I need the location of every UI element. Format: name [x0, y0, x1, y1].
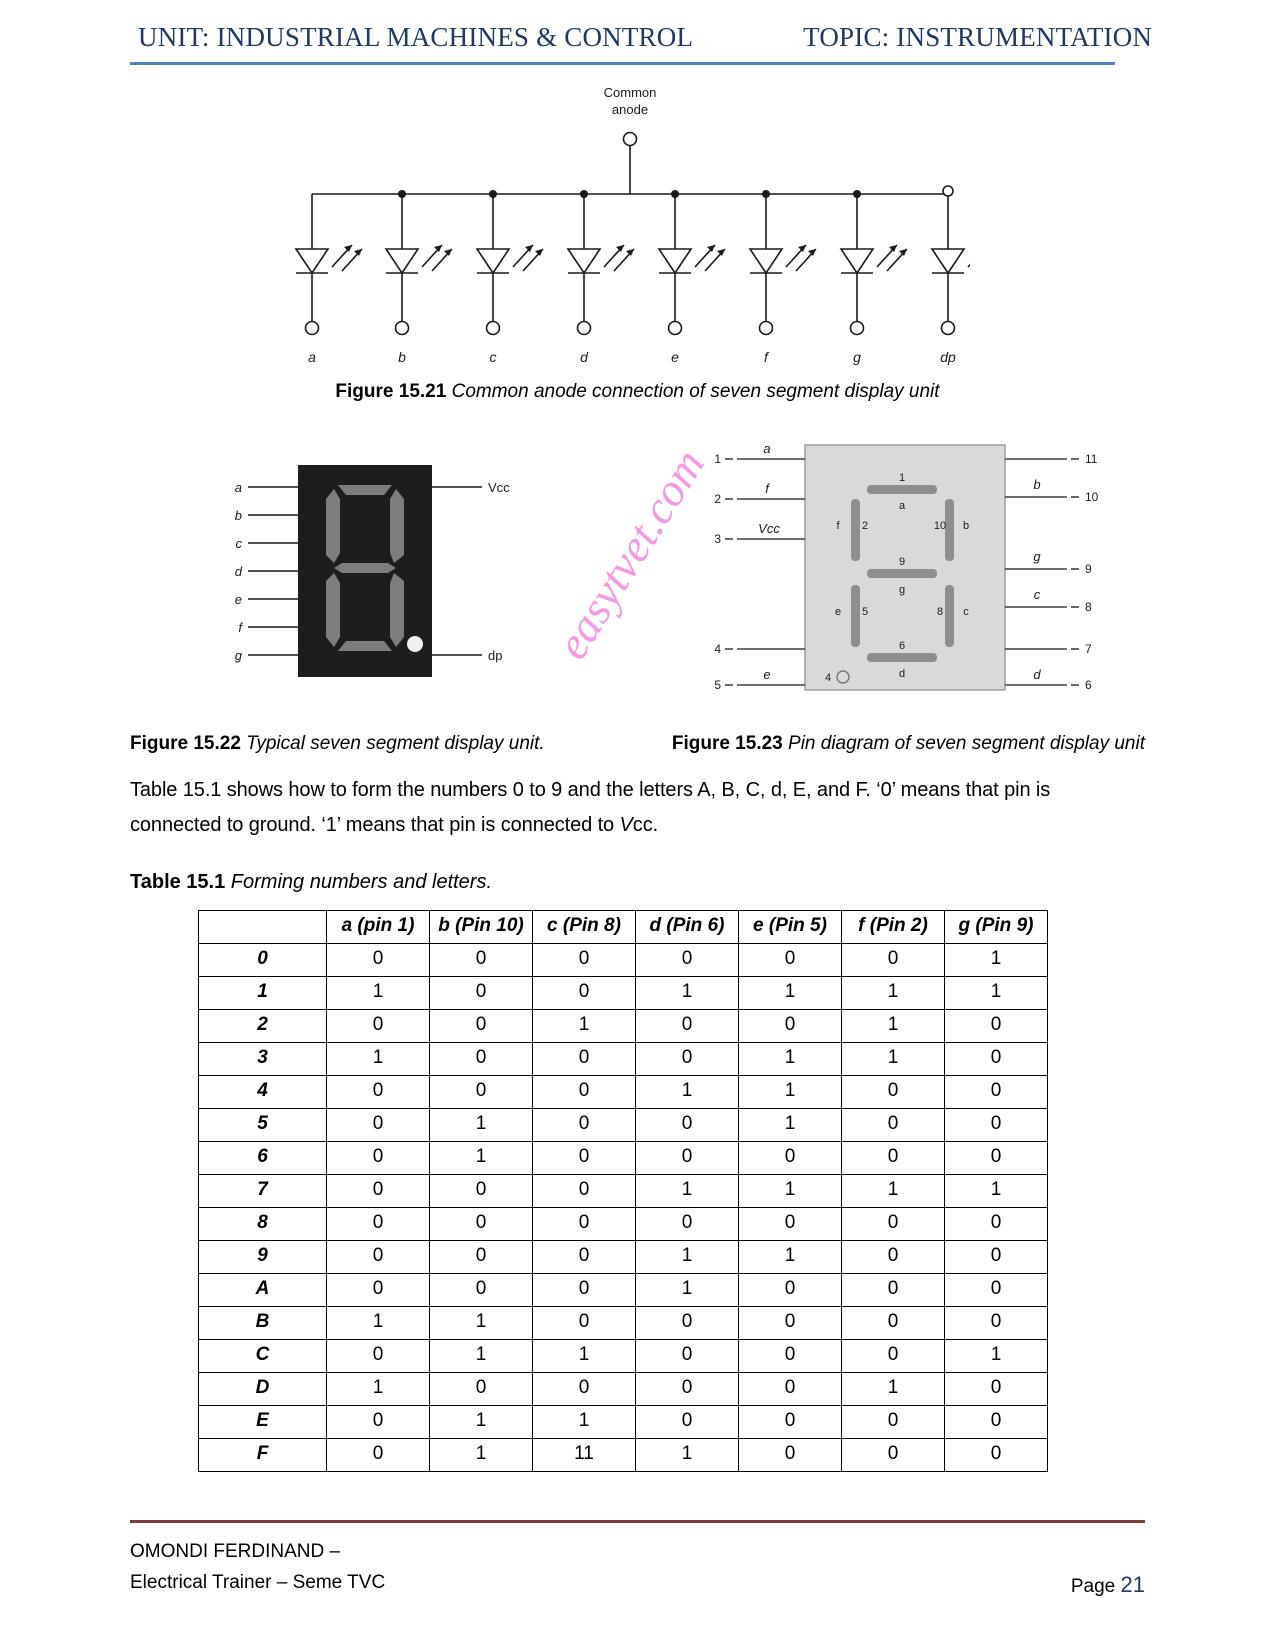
fig1523-inner-num-f: 2: [861, 520, 869, 532]
table-cell: 0: [636, 1307, 739, 1340]
fig1523-inner-num-a: 1: [898, 472, 906, 484]
fig1521-pin-label-f: f: [764, 349, 768, 365]
table-cell: 0: [327, 1010, 430, 1043]
common-anode-label-line1: Common: [603, 85, 657, 100]
table-cell: 0: [842, 1076, 945, 1109]
table-cell: 0: [327, 1175, 430, 1208]
table-cell: 0: [636, 1109, 739, 1142]
table-cell: 0: [739, 1406, 842, 1439]
table-cell: 0: [430, 944, 533, 977]
table-cell: 1: [739, 1175, 842, 1208]
table-header-b: b (Pin 10): [430, 911, 533, 944]
table-row: [199, 1241, 1048, 1274]
table-cell: 0: [739, 1340, 842, 1373]
table-cell: 0: [533, 1043, 636, 1076]
table-cell: 0: [636, 1340, 739, 1373]
fig1521-pin-label-g: g: [853, 349, 861, 365]
fig1523-right-name-d: d: [1033, 667, 1041, 682]
fig1523-inner-seg-a: a: [898, 500, 906, 512]
table-cell: 0: [533, 1241, 636, 1274]
table-cell: 0: [842, 1406, 945, 1439]
figure-15-22-title: Typical seven segment display unit.: [246, 733, 545, 754]
table-cell: 0: [327, 1241, 430, 1274]
fig1523-right-pin-6: 6: [1085, 678, 1092, 692]
fig1523-right-name-b: b: [1033, 477, 1041, 492]
fig1522-label-e: e: [234, 592, 242, 607]
footer-page-number: 21: [1120, 1572, 1145, 1597]
table-cell: 1: [430, 1406, 533, 1439]
table-cell: 0: [533, 1307, 636, 1340]
table-cell: 0: [636, 1142, 739, 1175]
table-cell: 0: [430, 1373, 533, 1406]
table-cell: 0: [533, 1175, 636, 1208]
table-cell: 0: [636, 1406, 739, 1439]
table-row-label: A: [199, 1274, 327, 1307]
footer-author-block: [130, 1537, 385, 1598]
fig1522-label-f: f: [238, 620, 242, 635]
table-row-label: 3: [199, 1043, 327, 1076]
table-cell: 0: [945, 1208, 1048, 1241]
table-cell: 0: [842, 1208, 945, 1241]
table-cell: 1: [636, 1274, 739, 1307]
table-row-label: 4: [199, 1076, 327, 1109]
table-cell: 0: [430, 1175, 533, 1208]
table-cell: 1: [842, 977, 945, 1010]
fig1523-right-pin-9: 9: [1085, 562, 1092, 576]
table-row-label: 1: [199, 977, 327, 1010]
table-15-1-caption: [130, 871, 1145, 894]
table-cell: 0: [945, 1439, 1048, 1472]
table-cell: 1: [636, 1241, 739, 1274]
seven-segment-display-photo-diagram: [220, 447, 510, 697]
fig1523-left-pin-3: 3: [714, 532, 721, 546]
table-cell: 1: [945, 1175, 1048, 1208]
seven-segment-pin-diagram: [695, 437, 1125, 712]
table-cell: 0: [842, 1274, 945, 1307]
table-cell: 0: [945, 1076, 1048, 1109]
table-cell: 0: [739, 1274, 842, 1307]
table-cell: 0: [739, 1439, 842, 1472]
table-cell: 1: [739, 1076, 842, 1109]
table-cell: 1: [739, 977, 842, 1010]
body-paragraph: [130, 773, 1145, 843]
table-cell: 1: [842, 1373, 945, 1406]
table-cell: 0: [533, 1373, 636, 1406]
fig1523-inner-seg-g: g: [898, 584, 906, 596]
fig1523-inner-seg-d: d: [898, 668, 906, 680]
table-cell: 0: [842, 944, 945, 977]
table-cell: 0: [636, 1208, 739, 1241]
table-row-label: 9: [199, 1241, 327, 1274]
table-cell: 1: [533, 1010, 636, 1043]
footer-author-role: Electrical Trainer – Seme TVC: [130, 1571, 386, 1593]
table-15-1-title: Forming numbers and letters.: [230, 871, 493, 893]
table-cell: 0: [533, 977, 636, 1010]
fig1523-left-pin-1: 1: [714, 452, 721, 466]
fig1523-left-name-e: e: [763, 667, 771, 682]
table-row-label: B: [199, 1307, 327, 1340]
table-cell: 0: [430, 1208, 533, 1241]
table-cell: 0: [430, 1274, 533, 1307]
table-header-row: [199, 911, 1048, 944]
table-cell: 11: [533, 1439, 636, 1472]
table-row-label: C: [199, 1340, 327, 1373]
table-cell: 1: [842, 1043, 945, 1076]
table-header-a: a (pin 1): [327, 911, 430, 944]
fig1523-right-pin-8: 8: [1085, 600, 1092, 614]
table-cell: 1: [430, 1439, 533, 1472]
table-cell: 0: [945, 1373, 1048, 1406]
table-header-c: c (Pin 8): [533, 911, 636, 944]
fig1523-left-pin-4: 4: [714, 642, 721, 656]
fig1523-right-pin-7: 7: [1085, 642, 1092, 656]
table-cell: 1: [945, 1340, 1048, 1373]
fig1521-pin-label-dp: dp: [940, 349, 956, 365]
fig1521-pin-label-d: d: [580, 349, 588, 365]
figure-15-23-caption: [672, 733, 1145, 755]
table-cell: 1: [327, 1373, 430, 1406]
table-cell: 0: [327, 1340, 430, 1373]
footer-content: [130, 1537, 1145, 1598]
table-row: [199, 1010, 1048, 1043]
header-topic-text: TOPIC: INSTRUMENTATION: [803, 22, 1153, 52]
table-row: [199, 1175, 1048, 1208]
table-cell: 0: [842, 1241, 945, 1274]
fig1523-inner-seg-b: b: [962, 520, 970, 532]
fig1523-inner-num-g: 9: [898, 556, 906, 568]
fig1523-inner-num-e: 5: [861, 606, 869, 618]
table-cell: 1: [533, 1340, 636, 1373]
table-cell: 0: [636, 1043, 739, 1076]
table-cell: 0: [533, 1208, 636, 1241]
table-cell: 0: [327, 1109, 430, 1142]
table-cell: 0: [842, 1109, 945, 1142]
fig1523-right-name-c: c: [1033, 587, 1041, 602]
paragraph-text-part1: Table 15.1 shows how to form the numbers 0 to 9 and the letters A, B, C, d, E, and F. ‘0’ means that pin is connected to ground. ‘1’ means that pin is connected to: [130, 779, 1051, 836]
table-cell: 0: [533, 1274, 636, 1307]
fig1523-inner-seg-f: f: [836, 520, 840, 532]
table-cell: 0: [636, 1373, 739, 1406]
table-cell: 1: [945, 944, 1048, 977]
table-row: [199, 944, 1048, 977]
table-header: [199, 911, 1048, 944]
table-row-label: D: [199, 1373, 327, 1406]
figure-15-21-container: [130, 81, 1145, 381]
fig1523-inner-num-c: 8: [936, 606, 944, 618]
table-header-e: e (Pin 5): [739, 911, 842, 944]
common-anode-label-line2: anode: [611, 102, 649, 117]
table-cell: 0: [533, 1109, 636, 1142]
fig1523-inner-seg-c: c: [963, 606, 969, 618]
table-cell: 0: [739, 1010, 842, 1043]
figure-15-21-caption: [130, 381, 1145, 403]
common-anode-schematic-diagram: [290, 81, 970, 371]
header-unit-text: UNIT: INDUSTRIAL MACHINES & CONTROL: [138, 22, 694, 52]
fig1522-label-vcc: Vcc: [488, 480, 510, 495]
table-cell: 0: [842, 1439, 945, 1472]
table-header-f: f (Pin 2): [842, 911, 945, 944]
table-cell: 0: [945, 1142, 1048, 1175]
fig1522-label-dp: dp: [488, 648, 503, 663]
table-cell: 1: [945, 977, 1048, 1010]
table-row-label: E: [199, 1406, 327, 1439]
figure-15-23-number: Figure 15.23: [671, 733, 783, 754]
table-cell: 1: [430, 1142, 533, 1175]
table-cell: 1: [327, 1043, 430, 1076]
fig1522-label-g: g: [234, 648, 242, 663]
table-cell: 1: [636, 1076, 739, 1109]
watermark-text: easytvet.com: [545, 440, 715, 668]
table-row-label: 8: [199, 1208, 327, 1241]
figure-15-21-number: Figure 15.21: [335, 381, 447, 402]
footer-divider: [130, 1520, 1145, 1523]
table-cell: 1: [739, 1109, 842, 1142]
paragraph-text-part2: cc.: [632, 814, 659, 836]
table-row: [199, 1439, 1048, 1472]
fig1521-pin-label-b: b: [398, 349, 406, 365]
table-cell: 0: [945, 1241, 1048, 1274]
table-cell: 1: [739, 1043, 842, 1076]
fig1523-left-name-a: a: [763, 441, 771, 456]
table-header-g: g (Pin 9): [945, 911, 1048, 944]
table-cell: 1: [636, 1175, 739, 1208]
table-row: [199, 1373, 1048, 1406]
page-footer: [130, 1520, 1145, 1598]
table-row: [199, 1076, 1048, 1109]
table-cell: 0: [327, 1142, 430, 1175]
table-cell: 0: [739, 944, 842, 977]
table-row: [199, 1340, 1048, 1373]
header-text-row: [130, 22, 1153, 53]
table-cell: 0: [739, 1142, 842, 1175]
fig1521-pin-label-a: a: [308, 349, 316, 365]
table-cell: 0: [430, 1241, 533, 1274]
table-cell: 0: [739, 1307, 842, 1340]
fig1523-inner-num-b: 10: [933, 520, 947, 532]
table-cell: 0: [533, 1076, 636, 1109]
table-cell: 0: [842, 1142, 945, 1175]
table-row: [199, 977, 1048, 1010]
led-symbol-group: [296, 245, 970, 335]
table-cell: 1: [636, 1439, 739, 1472]
table-cell: 1: [636, 977, 739, 1010]
table-cell: 0: [739, 1373, 842, 1406]
table-row-label: F: [199, 1439, 327, 1472]
table-cell: 1: [430, 1340, 533, 1373]
table-row: [199, 1109, 1048, 1142]
footer-page-label: Page: [1070, 1576, 1116, 1597]
table-cell: 0: [945, 1109, 1048, 1142]
table-15-1-number: Table 15.1: [130, 871, 226, 893]
fig1523-left-name-vcc: Vcc: [758, 521, 780, 536]
table-cell: 0: [739, 1208, 842, 1241]
fig1523-left-pin-2: 2: [714, 492, 721, 506]
table-cell: 0: [327, 1406, 430, 1439]
table-cell: 0: [945, 1010, 1048, 1043]
table-corner-header: [199, 911, 327, 944]
footer-page-indicator: [1071, 1572, 1145, 1598]
table-cell: 1: [327, 1307, 430, 1340]
table-cell: 0: [430, 1076, 533, 1109]
table-row: [199, 1043, 1048, 1076]
figure-15-23-title: Pin diagram of seven segment display unit: [788, 733, 1145, 754]
table-row-label: 7: [199, 1175, 327, 1208]
table-cell: 0: [533, 1142, 636, 1175]
table-cell: 0: [945, 1406, 1048, 1439]
fig1523-left-name-f: f: [765, 481, 769, 496]
figures-row-container: [130, 437, 1145, 727]
fig1523-inner-num-dp: 4: [824, 672, 832, 684]
paragraph-vcc-italic: V: [619, 814, 633, 836]
table-header-d: d (Pin 6): [636, 911, 739, 944]
fig1521-pin-label-e: e: [671, 349, 679, 365]
fig1523-right-pin-10: 10: [1085, 490, 1099, 504]
table-cell: 0: [327, 1076, 430, 1109]
table-cell: 0: [430, 977, 533, 1010]
table-row-label: 2: [199, 1010, 327, 1043]
table-15-1: [198, 910, 1048, 1472]
table-cell: 0: [430, 1010, 533, 1043]
table-cell: 0: [636, 1010, 739, 1043]
table-cell: 1: [842, 1010, 945, 1043]
table-row: [199, 1406, 1048, 1439]
table-row-label: 5: [199, 1109, 327, 1142]
table-cell: 0: [327, 1274, 430, 1307]
figures-22-23-captions: [130, 733, 1145, 755]
table-cell: 0: [636, 944, 739, 977]
table-row-label: 6: [199, 1142, 327, 1175]
page-header: [130, 0, 1153, 65]
table-cell: 0: [945, 1307, 1048, 1340]
figure-15-22-number: Figure 15.22: [130, 733, 241, 754]
table-cell: 0: [327, 1208, 430, 1241]
table-cell: 1: [533, 1406, 636, 1439]
table-cell: 0: [945, 1043, 1048, 1076]
fig1523-inner-seg-e: e: [834, 606, 842, 618]
table-cell: 1: [739, 1241, 842, 1274]
fig1523-right-name-g: g: [1033, 549, 1041, 564]
table-cell: 1: [430, 1109, 533, 1142]
table-row: [199, 1274, 1048, 1307]
figure-15-21-title: Common anode connection of seven segment display unit: [451, 381, 940, 402]
table-row: [199, 1307, 1048, 1340]
table-cell: 0: [327, 944, 430, 977]
fig1521-pin-label-c: c: [489, 349, 497, 365]
footer-author-name: OMONDI FERDINAND –: [130, 1541, 341, 1563]
table-cell: 0: [430, 1043, 533, 1076]
fig1522-label-d: d: [234, 564, 242, 579]
table-body: [199, 944, 1048, 1472]
fig1522-label-a: a: [234, 480, 242, 495]
figure-15-22-caption: [130, 733, 545, 755]
table-cell: 0: [945, 1274, 1048, 1307]
table-cell: 0: [842, 1340, 945, 1373]
fig1522-label-b: b: [234, 508, 242, 523]
table-row: [199, 1208, 1048, 1241]
table-cell: 1: [327, 977, 430, 1010]
table-cell: 1: [430, 1307, 533, 1340]
table-cell: 0: [533, 944, 636, 977]
table-row: [199, 1142, 1048, 1175]
fig1523-right-pin-11: 11: [1085, 452, 1098, 466]
fig1523-left-pin-5: 5: [714, 678, 721, 692]
table-cell: 0: [327, 1439, 430, 1472]
table-cell: 1: [842, 1175, 945, 1208]
fig1522-label-c: c: [235, 536, 242, 551]
table-row-label: 0: [199, 944, 327, 977]
header-divider: [130, 62, 1115, 65]
table-cell: 0: [842, 1307, 945, 1340]
fig1523-inner-num-d: 6: [898, 640, 906, 652]
